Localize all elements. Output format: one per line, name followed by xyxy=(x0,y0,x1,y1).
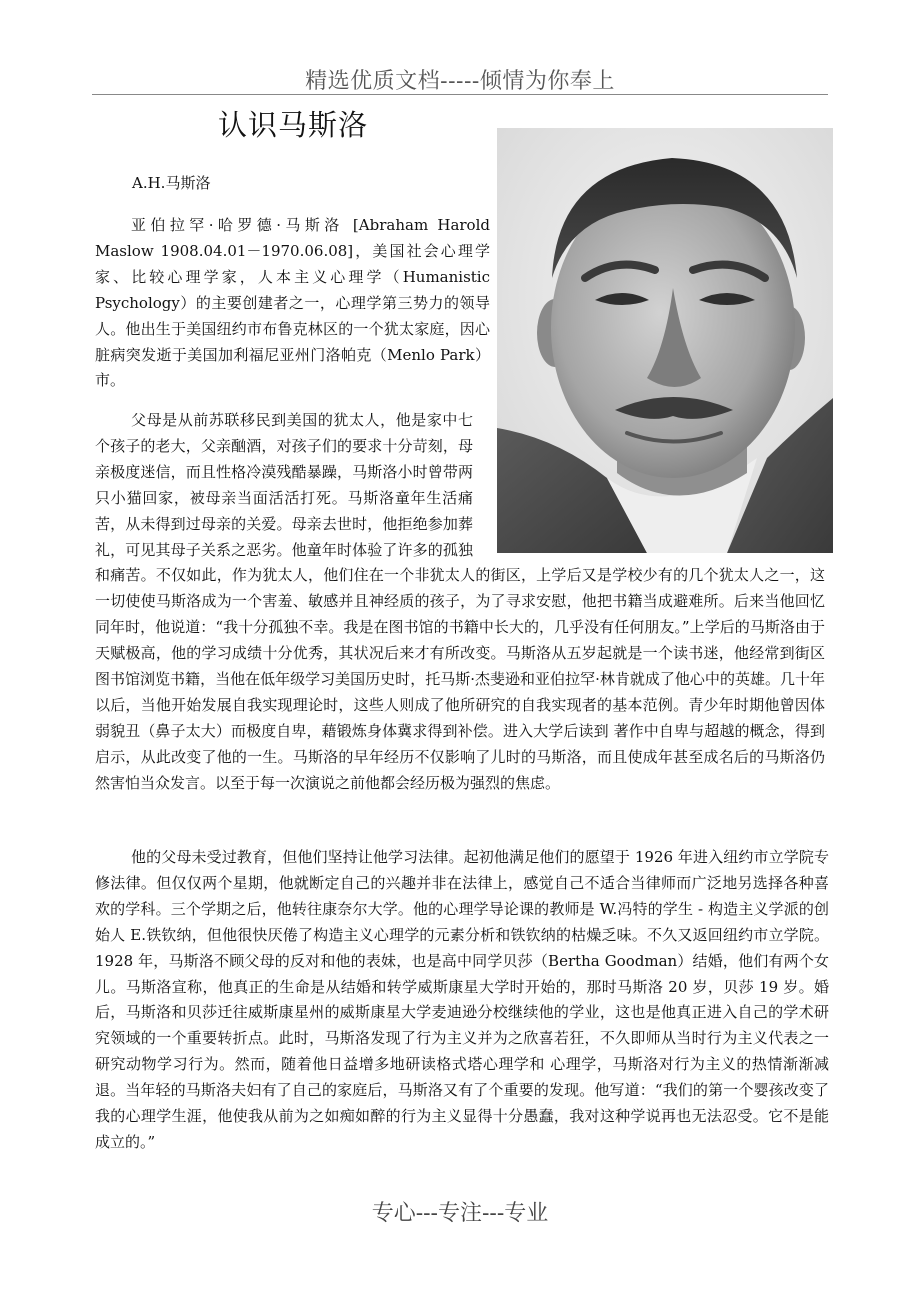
page-footer-text: 专心---专注---专业 xyxy=(371,1201,549,1226)
paragraph-biography-intro: 亚伯拉罕·哈罗德·马斯洛 [Abraham Harold Maslow 1908.04.01－1970.06.08]，美国社会心理学家、比较心理学家，人本主义心理学（Humanistic Psychology）的主要创建者之一，心理学第三势力的领导人。他出生于美国纽约市布鲁克林区的一个犹太家庭，因心脏病突发逝于美国加利福尼亚州门洛帕克（Menlo Park）市。 xyxy=(95,216,490,390)
paragraph-education: 他的父母未受过教育，但他们坚持让他学习法律。起初他满足他们的愿望于 1926 年进入纽约市立学院专修法律。但仅仅两个星期，他就断定自己的兴趣并非在法律上，感觉自己不适合当律师而广泛地另选择各种喜欢的学科。三个学期之后，他转往康奈尔大学。他的心理学导论课的教师是 W.冯特的学生 - 构造主义学派的创始人 E.铁钦纳，但他很快厌倦了构造主义心理学的元素分析和铁钦纳的枯燥乏味。不久又返回纽约市立学院。1928 年，马斯洛不顾父母的反对和他的表妹，也是高中同学贝莎（Bertha Goodman）结婚，他们有两个女儿。马斯洛宣称，他真正的生命是从结婚和转学威斯康星大学时开始的，那时马斯洛 20 岁，贝莎 19 岁。婚后，马斯洛和贝莎迁往威斯康星州的威斯康星大学麦迪逊分校继续他的学业，这也是他真正进入自己的学术研究领域的一个重要转折点。此时，马斯洛发现了行为主义并为之欣喜若狂，不久即师从当时行为主义代表之一 研究动物学习行为。然而，随着他日益增多地研读格式塔心理学和 心理学，马斯洛对行为主义的热情渐渐减退。当年轻的马斯洛夫妇有了自己的家庭后，马斯洛又有了个重要的发现。他写道：“我们的第一个婴孩改变了我的心理学生涯，他使我从前为之如痴如醉的行为主义显得十分愚蠢，我对这种学说再也无法忍受。它不是能成立的。” xyxy=(95,848,829,1151)
page-header-title: 精选优质文档-----倾情为你奉上 xyxy=(305,69,615,94)
portrait-wrap-spacer xyxy=(473,408,825,563)
document-title: 认识马斯洛 xyxy=(218,108,369,142)
paragraph-childhood xyxy=(95,408,825,797)
header-divider xyxy=(92,94,828,95)
paragraph-childhood-text: 父母是从前苏联移民到美国的犹太人，他是家中七个孩子的老大，父亲酗酒，对孩子们的要求十分苛刻，母亲极度迷信，而且性格冷漠残酷暴躁，马斯洛小时曾带两只小猫回家，被母亲当面活活打死。马斯洛童年生活痛苦，从未得到过母亲的关爱。母亲去世时，他拒绝参加葬礼，可见其母子关系之恶劣。他童年时体验了许多的孤独和痛苦。不仅如此，作为犹太人，他们住在一个非犹太人的街区，上学后又是学校少有的几个犹太人之一，这一切使使马斯洛成为一个害羞、敏感并且神经质的孩子，为了寻求安慰，他把书籍当成避难所。后来当他回忆同年时，他说道：“我十分孤独不幸。我是在图书馆的书籍中长大的，几乎没有任何朋友。”上学后的马斯洛由于天赋极高，他的学习成绩十分优秀，其状况后来才有所改变。马斯洛从五岁起就是一个读书迷，他经常到街区图书馆浏览书籍，当他在低年级学习美国历史时，托马斯·杰斐逊和亚伯拉罕·林肯就成了他心中的英雄。几十年以后，当他开始发展自我实现理论时，这些人则成了他所研究的自我实现者的基本范例。青少年时期他曾因体弱貌丑（鼻子太大）而极度自卑，藉锻炼身体冀求得到补偿。进入大学后读到 著作中自卑与超越的概念，得到启示，从此改变了他的一生。马斯洛的早年经历不仅影响了儿时的马斯洛，而且使成年甚至成名后的马斯洛仍然害怕当众发言。以至于每一次演说之前他都会经历极为强烈的焦虑。 xyxy=(95,411,825,792)
subtitle-name: A.H.马斯洛 xyxy=(132,174,211,192)
